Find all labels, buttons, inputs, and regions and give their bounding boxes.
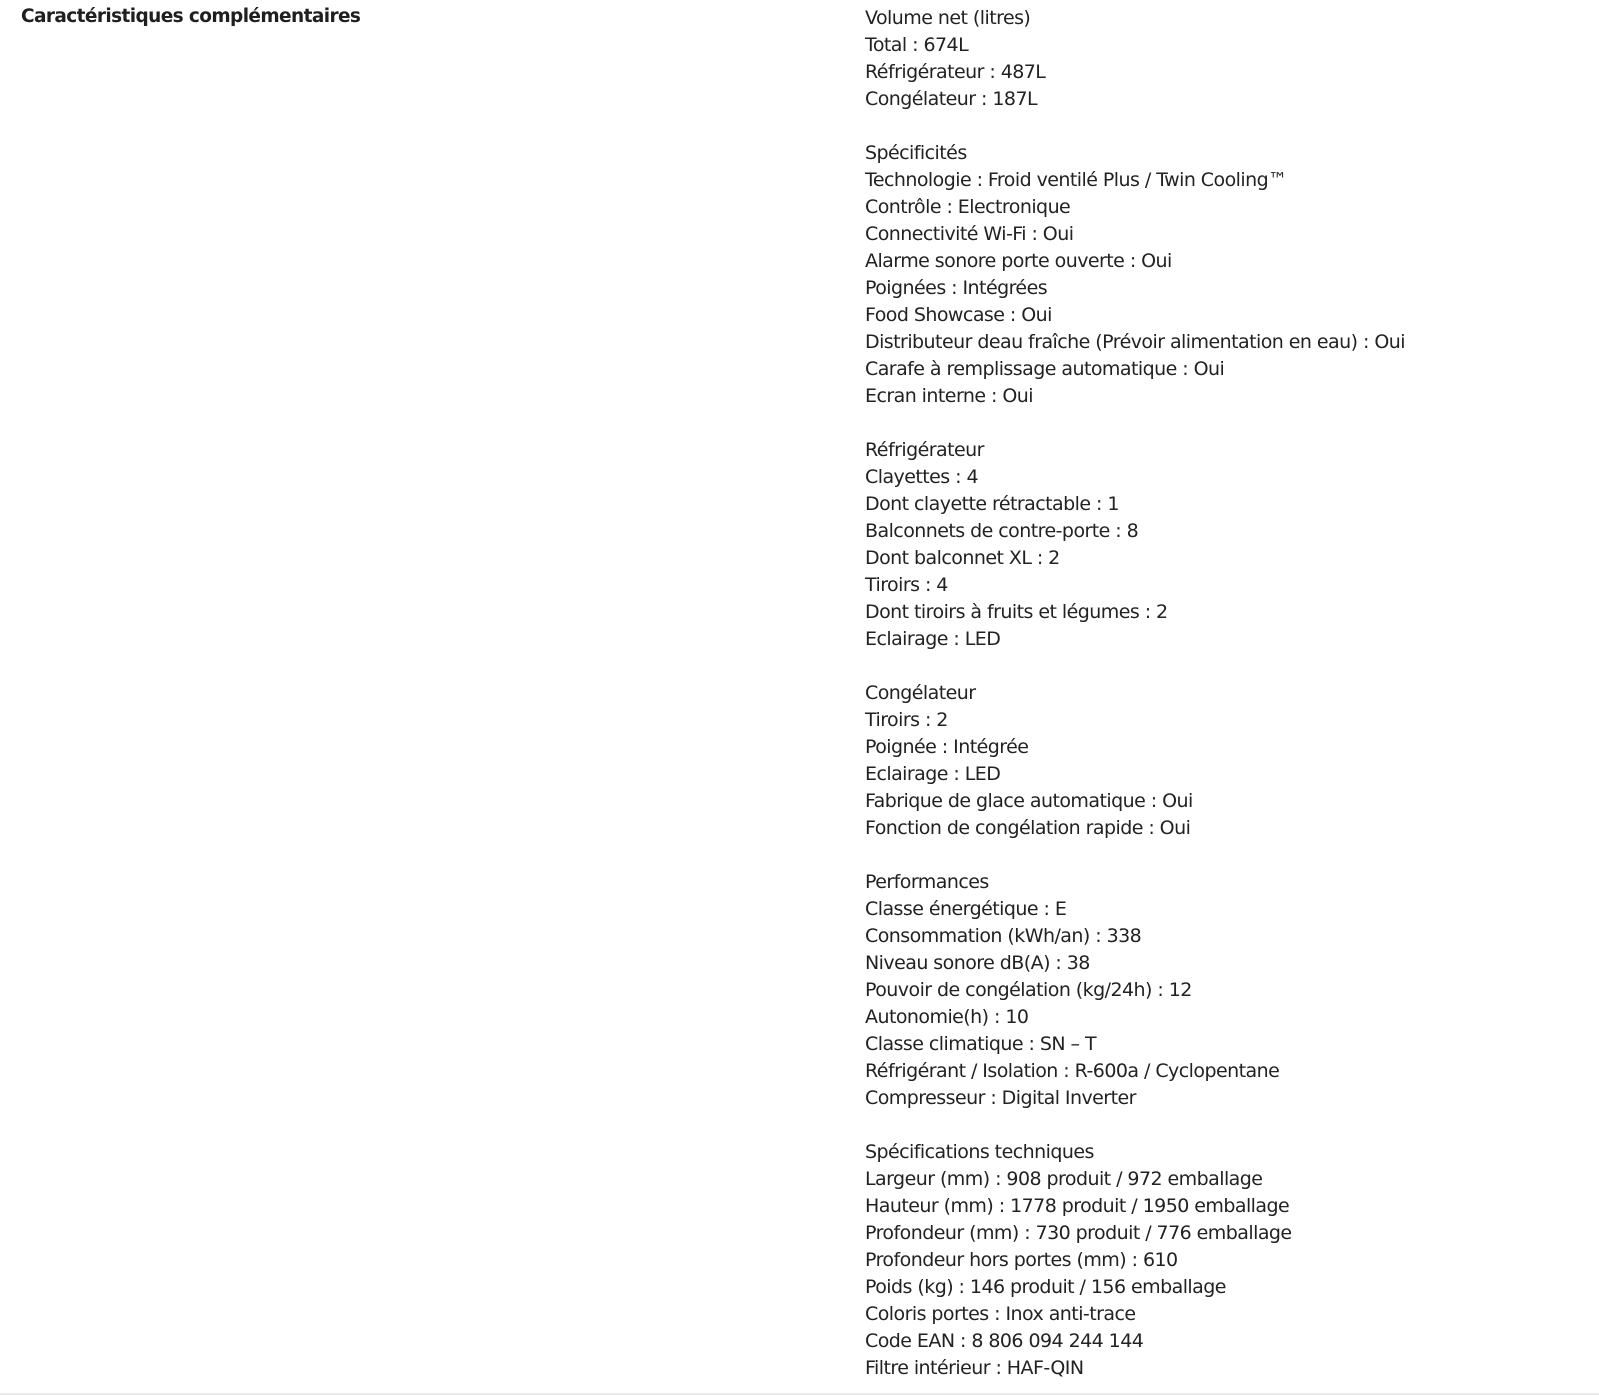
spec-group-specificities (865, 140, 1565, 410)
spec-line: Classe climatique : SN – T (865, 1033, 1097, 1055)
spec-line: Filtre intérieur : HAF-QIN (865, 1357, 1084, 1379)
spec-line: Largeur (mm) : 908 produit / 972 emballage (865, 1168, 1263, 1190)
spec-line: Technologie : Froid ventilé Plus / Twin Cooling™ (865, 169, 1287, 191)
spec-group-freezer (865, 680, 1565, 842)
spec-line: Dont clayette rétractable : 1 (865, 493, 1119, 515)
spec-line: Tiroirs : 4 (865, 574, 948, 596)
spec-line: Code EAN : 8 806 094 244 144 (865, 1330, 1144, 1352)
spec-line: Total : 674L (865, 34, 969, 56)
spec-line: Pouvoir de congélation (kg/24h) : 12 (865, 979, 1192, 1001)
spec-line: Eclairage : LED (865, 628, 1001, 650)
spec-group-heading: Performances (865, 871, 989, 893)
spec-group-heading: Volume net (litres) (865, 7, 1031, 29)
spec-line: Congélateur : 187L (865, 88, 1038, 110)
spec-group-technical-specifications (865, 1139, 1565, 1382)
spec-line: Réfrigérant / Isolation : R-600a / Cyclopentane (865, 1060, 1280, 1082)
spec-line: Alarme sonore porte ouverte : Oui (865, 250, 1172, 272)
spec-group-net-volume (865, 5, 1565, 113)
spec-line: Hauteur (mm) : 1778 produit / 1950 emballage (865, 1195, 1290, 1217)
spec-line: Coloris portes : Inox anti-trace (865, 1303, 1136, 1325)
spec-line: Fonction de congélation rapide : Oui (865, 817, 1191, 839)
spec-line: Dont tiroirs à fruits et légumes : 2 (865, 601, 1168, 623)
spec-value (865, 5, 1565, 1382)
spec-line: Connectivité Wi-Fi : Oui (865, 223, 1074, 245)
spec-group-performance (865, 869, 1565, 1112)
spec-group-heading: Spécificités (865, 142, 967, 164)
spec-line: Niveau sonore dB(A) : 38 (865, 952, 1090, 974)
spec-line: Tiroirs : 2 (865, 709, 948, 731)
spec-group-refrigerator (865, 437, 1565, 653)
spec-line: Réfrigérateur : 487L (865, 61, 1046, 83)
spec-line: Contrôle : Electronique (865, 196, 1071, 218)
spec-line: Classe énergétique : E (865, 898, 1067, 920)
spec-line: Food Showcase : Oui (865, 304, 1052, 326)
spec-line: Poignées : Intégrées (865, 277, 1048, 299)
spec-group-heading: Réfrigérateur (865, 439, 984, 461)
spec-group-heading: Spécifications techniques (865, 1141, 1094, 1163)
spec-line: Profondeur hors portes (mm) : 610 (865, 1249, 1178, 1271)
spec-line: Clayettes : 4 (865, 466, 979, 488)
spec-line: Autonomie(h) : 10 (865, 1006, 1029, 1028)
spec-line: Distributeur deau fraîche (Prévoir alimentation en eau) : Oui (865, 331, 1405, 353)
spec-line: Fabrique de glace automatique : Oui (865, 790, 1193, 812)
spec-line: Dont balconnet XL : 2 (865, 547, 1060, 569)
spec-line: Poignée : Intégrée (865, 736, 1029, 758)
spec-group-heading: Congélateur (865, 682, 976, 704)
spec-line: Consommation (kWh/an) : 338 (865, 925, 1142, 947)
spec-line: Ecran interne : Oui (865, 385, 1033, 407)
spec-label: Caractéristiques complémentaires (21, 6, 361, 27)
spec-line: Balconnets de contre-porte : 8 (865, 520, 1139, 542)
spec-line: Carafe à remplissage automatique : Oui (865, 358, 1225, 380)
spec-line: Eclairage : LED (865, 763, 1001, 785)
spec-line: Poids (kg) : 146 produit / 156 emballage (865, 1276, 1226, 1298)
spec-line: Compresseur : Digital Inverter (865, 1087, 1136, 1109)
spec-line: Profondeur (mm) : 730 produit / 776 emballage (865, 1222, 1292, 1244)
